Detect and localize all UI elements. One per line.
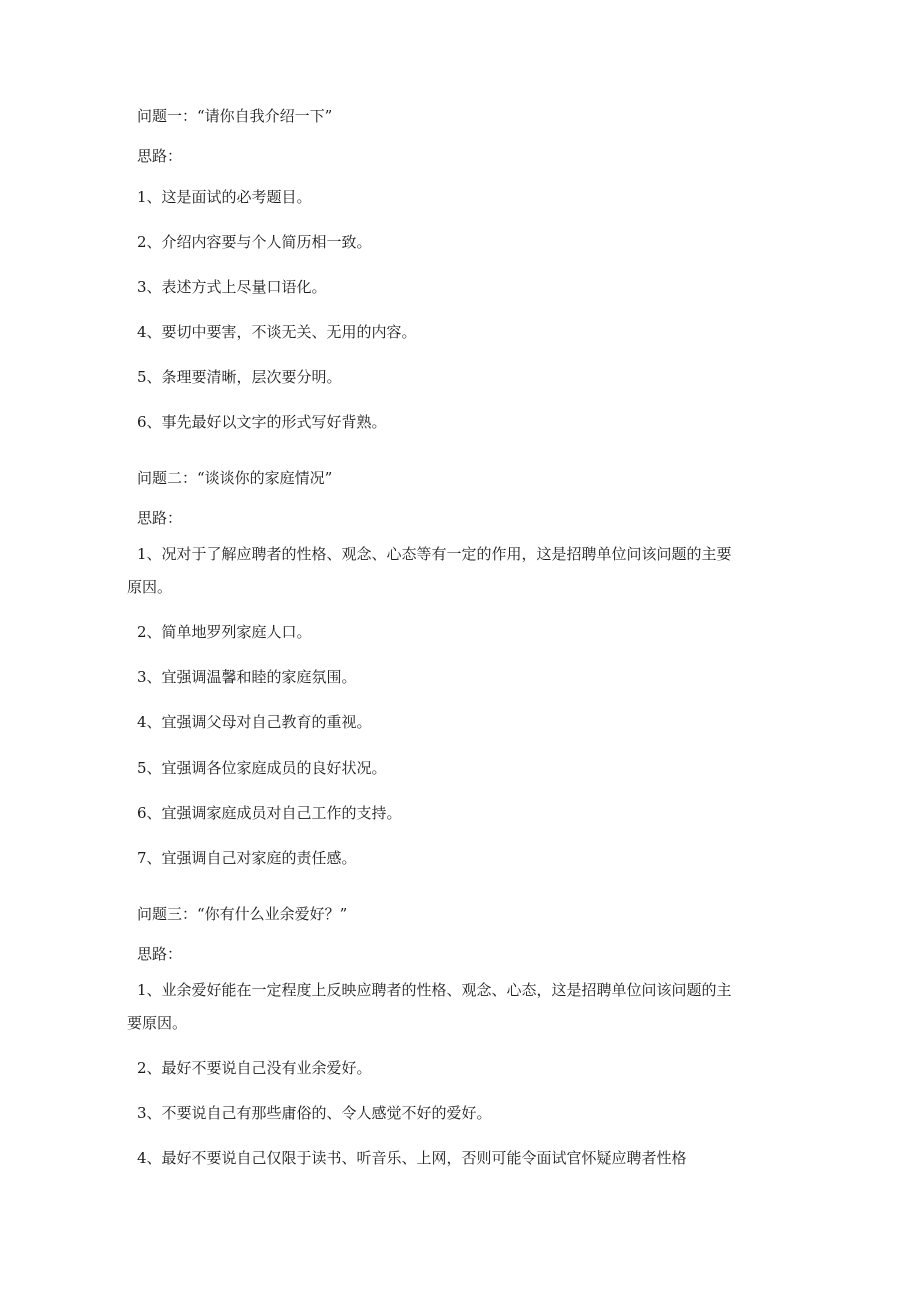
- section-2-point-4: 4、宜强调父母对自己教育的重视。: [137, 713, 372, 731]
- section-1-thinking-label: 思路：: [137, 147, 183, 165]
- section-3-point-1-continued: 要原因。: [127, 1014, 188, 1032]
- section-1-point-6: 6、事先最好以文字的形式写好背熟。: [137, 413, 387, 431]
- section-3-point-2: 2、最好不要说自己没有业余爱好。: [137, 1059, 372, 1077]
- section-3-point-4: 4、最好不要说自己仅限于读书、听音乐、上网，否则可能令面试官怀疑应聘者性格: [137, 1149, 687, 1167]
- section-2-question: 问题二：“谈谈你的家庭情况”: [137, 469, 333, 487]
- section-2-point-7: 7、宜强调自己对家庭的责任感。: [137, 849, 357, 867]
- section-3-thinking-label: 思路：: [137, 945, 183, 963]
- section-1-point-3: 3、表述方式上尽量口语化。: [137, 278, 327, 296]
- section-3-question: 问题三：“你有什么业余爱好？”: [137, 905, 348, 923]
- section-2-point-6: 6、宜强调家庭成员对自己工作的支持。: [137, 804, 402, 822]
- section-1-point-2: 2、介绍内容要与个人简历相一致。: [137, 233, 372, 251]
- section-3-point-3: 3、不要说自己有那些庸俗的、令人感觉不好的爱好。: [137, 1104, 492, 1122]
- section-1-point-5: 5、条理要清晰，层次要分明。: [137, 368, 342, 386]
- section-2-point-1-continued: 原因。: [127, 578, 173, 596]
- section-2-point-5: 5、宜强调各位家庭成员的良好状况。: [137, 759, 387, 777]
- section-3-point-1: 1、业余爱好能在一定程度上反映应聘者的性格、观念、心态，这是招聘单位问该问题的主: [137, 981, 732, 999]
- section-2-thinking-label: 思路：: [137, 509, 183, 527]
- section-2-point-3: 3、宜强调温馨和睦的家庭氛围。: [137, 668, 357, 686]
- section-2-point-2: 2、简单地罗列家庭人口。: [137, 623, 312, 641]
- section-1-question: 问题一：“请你自我介绍一下”: [137, 107, 333, 125]
- section-2-point-1: 1、况对于了解应聘者的性格、观念、心态等有一定的作用，这是招聘单位问该问题的主要: [137, 545, 732, 563]
- section-1-point-1: 1、这是面试的必考题目。: [137, 188, 312, 206]
- section-1-point-4: 4、要切中要害，不谈无关、无用的内容。: [137, 323, 417, 341]
